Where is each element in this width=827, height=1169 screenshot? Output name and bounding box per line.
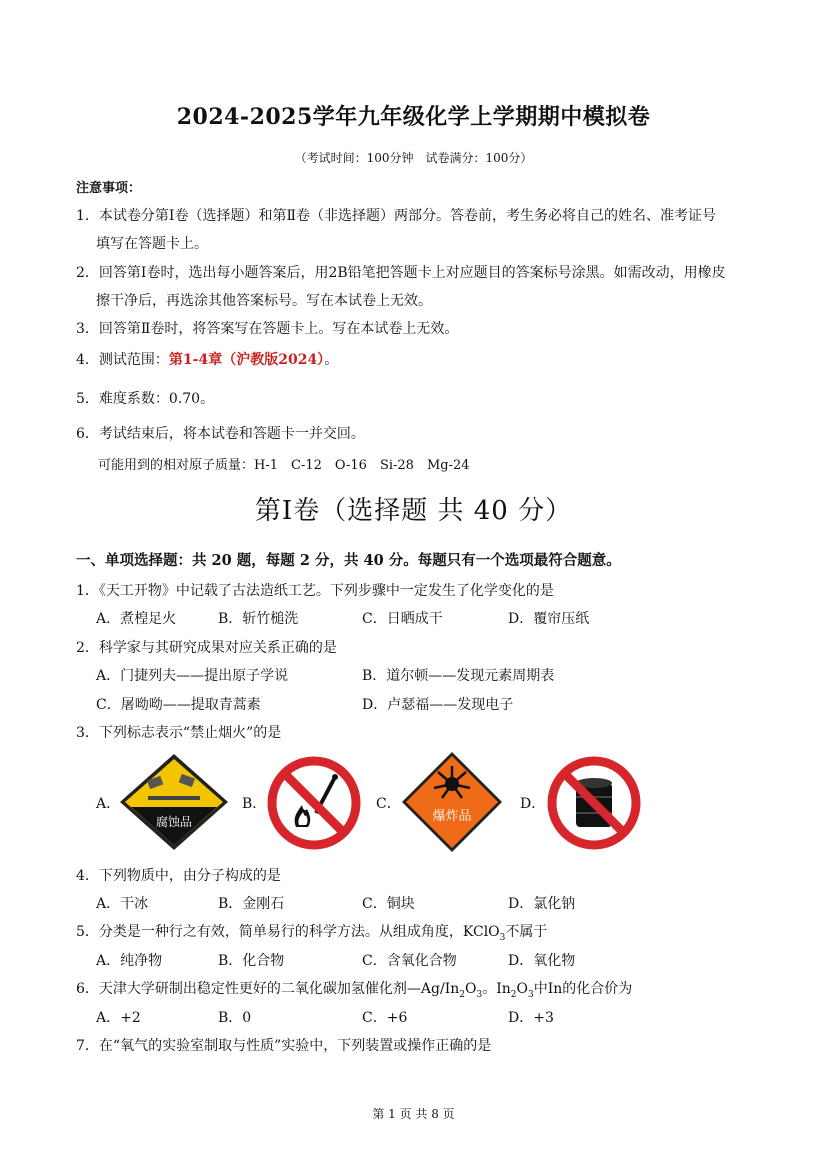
- note-6: [76, 423, 365, 443]
- note-text: 本试卷分第Ⅰ卷（选择题）和第Ⅱ卷（非选择题）两部分。答卷前，考生务必将自己的姓名、准考证号: [98, 208, 716, 224]
- question-1-option-a: A．煮楻足火: [96, 611, 177, 627]
- question-4-option-d: D．氯化钠: [508, 896, 576, 912]
- note-text: 测试范围：: [98, 352, 169, 368]
- question-6-option-c: C．+6: [362, 1010, 408, 1026]
- question-5-option-a: A．纯净物: [96, 953, 163, 969]
- sign-c-label: 爆炸品: [432, 809, 472, 824]
- question-4-stem: 4．下列物质中，由分子构成的是: [76, 868, 281, 884]
- no-fire-sign-icon: [266, 755, 362, 851]
- sign-a-label: 腐蚀品: [155, 815, 193, 829]
- page-title: 2024-2025学年九年级化学上学期期中模拟卷: [176, 104, 651, 130]
- notes-heading: 注意事项：: [76, 181, 142, 196]
- corrosive-sign-icon: [118, 752, 230, 852]
- note-text: 回答第Ⅰ卷时，选出每小题答案后，用2B铅笔把答题卡上对应题目的答案标号涂黑。如需改动，用橡皮: [98, 265, 726, 281]
- atomic-mass-note: 可能用到的相对原子质量：H-1 C-12 O-16 Si-28 Mg-24: [98, 458, 470, 473]
- note-text: 难度系数：0.70。: [98, 391, 215, 407]
- note-number: 5．: [76, 391, 99, 407]
- subscript: 3: [527, 989, 534, 1000]
- note-2-cont: 擦干净后，再选涂其他答案标号。写在本试卷上无效。: [96, 293, 432, 309]
- stem-text: 6．天津大学研制出稳定性更好的二氧化碳加氢催化剂—Ag/In: [76, 981, 460, 997]
- question-1-option-d: D．覆帘压纸: [508, 611, 590, 627]
- note-text: 。: [324, 352, 339, 368]
- question-2-option-a: A．门捷列夫——提出原子学说: [96, 668, 289, 684]
- part-heading: 一、单项选择题：共 20 题，每题 2 分，共 40 分。每题只有一个选项最符合题意。: [76, 552, 621, 569]
- note-1: [76, 205, 716, 225]
- stem-text: O: [516, 981, 528, 997]
- note-number: 4．: [76, 352, 99, 368]
- stem-text: 。In: [482, 981, 511, 997]
- subscript: 2: [510, 989, 517, 1000]
- note-text: 考试结束后，将本试卷和答题卡一并交回。: [98, 426, 365, 442]
- question-5-stem: [76, 921, 547, 943]
- exam-info: （考试时间：100分钟 试卷满分：100分）: [294, 151, 533, 165]
- question-1-stem: 1．《天工开物》中记载了古法造纸工艺。下列步骤中一定发生了化学变化的是: [76, 583, 554, 599]
- question-6-option-a: A．+2: [96, 1010, 141, 1026]
- question-5-option-d: D．氧化物: [508, 953, 576, 969]
- question-3-option-c: C．: [376, 796, 401, 812]
- question-6-option-b: B．0: [218, 1010, 252, 1026]
- subscript: 2: [459, 989, 465, 1000]
- subscript: 3: [499, 932, 506, 943]
- question-5-option-b: B．化合物: [218, 953, 285, 969]
- question-4-option-b: B．金刚石: [218, 896, 285, 912]
- note-number: 1．: [76, 208, 99, 224]
- note-number: 6．: [76, 426, 99, 442]
- note-1-cont: 填写在答题卡上。: [96, 236, 208, 252]
- note-number: 3．: [76, 321, 99, 337]
- question-3-option-a: A．: [96, 796, 121, 812]
- question-5-option-c: C．含氧化合物: [362, 953, 457, 969]
- question-3-option-d: D．: [520, 796, 546, 812]
- stem-text: 5．分类是一种行之有效，简单易行的科学方法。从组成角度，KClO: [76, 924, 500, 940]
- subscript: 3: [476, 989, 483, 1000]
- question-3-option-b: B．: [242, 796, 267, 812]
- question-2-stem: 2．科学家与其研究成果对应关系正确的是: [76, 640, 337, 656]
- note-text: 回答第Ⅱ卷时，将答案写在答题卡上。写在本试卷上无效。: [98, 321, 459, 337]
- note-5: [76, 388, 214, 408]
- question-3-stem: 3．下列标志表示“禁止烟火”的是: [76, 725, 282, 741]
- question-6-option-d: D．+3: [508, 1010, 554, 1026]
- explosive-sign-icon: [400, 750, 504, 854]
- question-7-stem: 7．在“氧气的实验室制取与性质”实验中，下列装置或操作正确的是: [76, 1038, 492, 1054]
- question-2-option-b: B．道尔顿——发现元素周期表: [362, 668, 555, 684]
- question-2-option-d: D．卢瑟福——发现电子: [362, 697, 514, 713]
- note-number: 2．: [76, 265, 99, 281]
- question-4-option-a: A．干冰: [96, 896, 149, 912]
- stem-text: O: [464, 981, 477, 997]
- test-scope: 第1-4章（沪教版2024）: [168, 352, 325, 368]
- stem-text: 中In的化合价为: [533, 981, 633, 997]
- question-2-option-c: C．屠呦呦——提取青蒿素: [96, 697, 261, 713]
- no-barrel-sign-icon: [546, 755, 642, 851]
- question-1-option-c: C．日晒成干: [362, 611, 443, 627]
- question-4-option-c: C．铜块: [362, 896, 415, 912]
- note-2: [76, 262, 726, 282]
- note-4: [76, 349, 338, 369]
- stem-text: 不属于: [505, 924, 548, 940]
- note-3: [76, 318, 458, 338]
- question-6-stem: [76, 978, 632, 1000]
- question-1-option-b: B．斩竹槌洗: [218, 611, 299, 627]
- section-title: 第Ⅰ卷（选择题 共 40 分）: [254, 496, 573, 526]
- page-footer: 第 1 页 共 8 页: [372, 1107, 455, 1121]
